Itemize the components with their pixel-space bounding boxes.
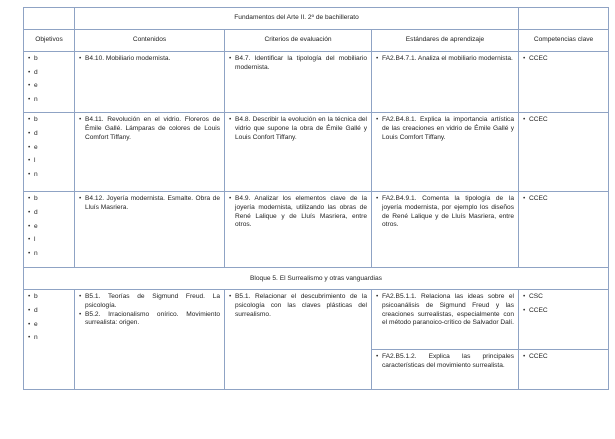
estandar-cell [372, 52, 519, 113]
competencias-cell [519, 350, 609, 390]
competencia-item: • CSC [523, 293, 604, 307]
objetivo-item: • b [28, 293, 70, 307]
objetivo-item: • d [28, 307, 70, 321]
objetivos-cell [24, 113, 75, 192]
objetivo-item: • n [28, 171, 70, 185]
header-objetivos: Objetivos [24, 30, 75, 52]
competencias-cell [519, 192, 609, 268]
contenido-cell [75, 192, 225, 268]
table-title: Fundamentos del Arte II. 2º de bachillerato [75, 8, 519, 30]
contenido-item: • B4.10. Mobiliario modernista. [79, 55, 220, 64]
table-row [24, 290, 609, 350]
objetivo-item: • e [28, 144, 70, 158]
criterio-item: • B4.9. Analizar los elementos clave de la joyería modernista, utilizando las obras de René Lalique y de Lluís Masriera, entre otros. [229, 195, 367, 229]
estandar-cell [372, 350, 519, 390]
competencias-cell [519, 290, 609, 350]
contenido-item: • B4.11. Revolución en el vidrio. Floreros de Émile Gallé. Lámparas de colores de Louis Comfort Tiffany. [79, 116, 220, 142]
header-contenidos: Contenidos [75, 30, 225, 52]
competencias-cell [519, 52, 609, 113]
header-estandares: Estándares de aprendizaje [372, 30, 519, 52]
objetivo-item: • n [28, 96, 70, 110]
header-competencias: Competencias clave [519, 30, 609, 52]
estandar-item: • FA2.B5.1.2. Explica las principales características del movimiento surrealista. [376, 353, 514, 370]
contenido-item: • B5.2. Irracionalismo onírico. Movimiento surrealista: origen. [79, 311, 220, 328]
table-title-spacer-right [519, 8, 609, 30]
objetivo-item: • b [28, 195, 70, 209]
competencias-cell [519, 113, 609, 192]
objetivos-cell [24, 290, 75, 390]
criterio-cell [225, 192, 372, 268]
competencia-item: • CCEC [523, 116, 604, 125]
estandar-cell [372, 113, 519, 192]
curriculum-table [23, 7, 609, 390]
table-row [24, 192, 609, 268]
criterio-item: • B4.7. Identificar la tipología del mobiliario modernista. [229, 55, 367, 72]
competencia-item: • CCEC [523, 353, 604, 362]
objetivo-item: • n [28, 250, 70, 264]
competencia-item: • CCEC [523, 55, 604, 64]
objetivo-item: • n [28, 334, 70, 348]
table-row [24, 52, 609, 113]
estandar-cell [372, 192, 519, 268]
criterio-cell [225, 113, 372, 192]
objetivo-item: • e [28, 223, 70, 237]
objetivo-item: • b [28, 55, 70, 69]
competencia-item: • CCEC [523, 195, 604, 204]
section-title: Bloque 5. El Surrealismo y otras vanguardias [24, 268, 609, 290]
contenido-cell [75, 290, 225, 390]
contenido-cell [75, 113, 225, 192]
contenido-item: • B4.12. Joyería modernista. Esmalte. Obra de Lluís Masriera. [79, 195, 220, 212]
estandar-item: • FA2.B4.9.1. Comenta la tipología de la joyería modernista, por ejemplo los diseños de René Lalique y de Lluís Masriera, entre otros. [376, 195, 514, 229]
estandar-item: • FA2.B4.8.1. Explica la importancia artística de las creaciones en vidrio de Émile Gallé y Louis Comfort Tiffany. [376, 116, 514, 142]
objetivo-item: • l [28, 157, 70, 171]
objetivo-item: • e [28, 321, 70, 335]
competencia-item: • CCEC [523, 307, 604, 316]
table-row [24, 113, 609, 192]
estandar-item: • FA2.B5.1.1. Relaciona las ideas sobre el psicoanálisis de Sigmund Freud y las creaciones surrealistas, especialmente con el método paranoico-crítico de Salvador Dalí. [376, 293, 514, 327]
estandar-cell [372, 290, 519, 350]
criterio-cell [225, 290, 372, 390]
objetivo-item: • e [28, 82, 70, 96]
contenido-item: • B5.1. Teorías de Sigmund Freud. La psicología. [79, 293, 220, 310]
objetivos-cell [24, 52, 75, 113]
header-criterios: Criterios de evaluación [225, 30, 372, 52]
table-title-spacer [24, 8, 75, 30]
criterio-item: • B4.8. Describir la evolución en la técnica del vidrio que supone la obra de Émile Gallé y Louis Confort Tiffany. [229, 116, 367, 142]
objetivos-cell [24, 192, 75, 268]
estandar-item: • FA2.B4.7.1. Analiza el mobiliario modernista. [376, 55, 514, 64]
objetivo-item: • b [28, 116, 70, 130]
objetivo-item: • l [28, 236, 70, 250]
contenido-cell [75, 52, 225, 113]
objetivo-item: • d [28, 69, 70, 83]
criterio-item: • B5.1. Relacionar el descubrimiento de la psicología con las claves plásticas del surrealismo. [229, 293, 367, 319]
objetivo-item: • d [28, 209, 70, 223]
criterio-cell [225, 52, 372, 113]
objetivo-item: • d [28, 130, 70, 144]
